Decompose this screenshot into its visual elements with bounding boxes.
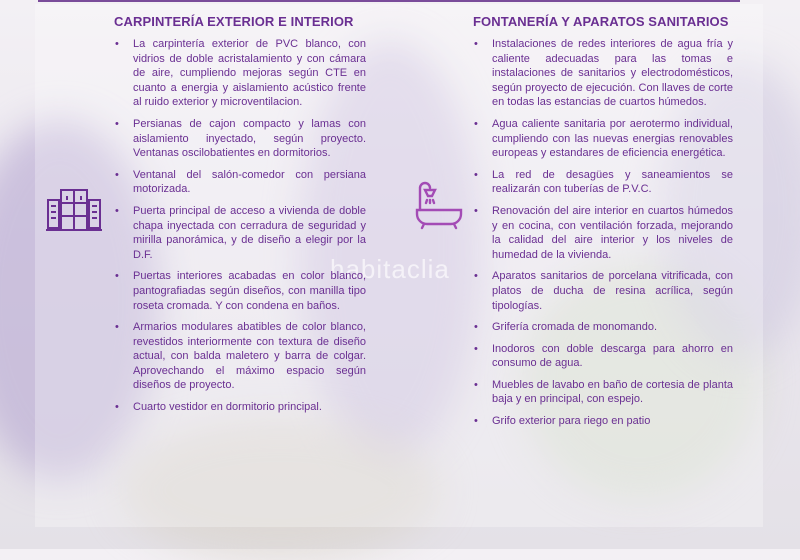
bathtub-shower-icon (414, 180, 464, 230)
list-item: • Grifería cromada de monomando. (473, 320, 733, 335)
list-item: • Cuarto vestidor en dormitorio principal. (114, 400, 366, 415)
carpinteria-list (114, 37, 366, 415)
list-item: • Instalaciones de redes interiores de agua fría y caliente adecuadas para las tomas e instalaciones de sanitarios y electrodomésticos, según proyecto de ejecución. Con llaves de corte en todas las estancias de cuartos húmedos. (473, 37, 733, 110)
top-divider (38, 0, 740, 2)
list-item: • Grifo exterior para riego en patio (473, 414, 733, 429)
list-item: • Armarios modulares abatibles de color blanco, revestidos interiormente con textura de diseño actual, con balda maletero y barra de colgar. Aprovechando el máximo espacio según diseños de proyecto. (114, 320, 366, 393)
list-item: • Ventanal del salón-comedor con persiana motorizada. (114, 168, 366, 197)
list-item: • Agua caliente sanitaria por aerotermo individual, cumpliendo con las nuevas energias renovables europeas y estandares de eficiencia energética. (473, 117, 733, 161)
fontaneria-list (473, 37, 733, 429)
list-item: • Puertas interiores acabadas en color blanco, pantografiadas según diseños, con manilla tipo roseta cromada. Y con condena en baños. (114, 269, 366, 313)
section-title: FONTANERÍA Y APARATOS SANITARIOS (473, 14, 729, 29)
list-item: • Persianas de cajon compacto y lamas con aislamiento inyectado, según proyecto. Ventanas oscilobatientes en dormitorios. (114, 117, 366, 161)
list-item: • Puerta principal de acceso a vivienda de doble chapa inyectada con cerradura de seguridad y mirilla panorámica, y de diseño a elegir por la D.F. (114, 204, 366, 262)
fontaneria-section (473, 14, 733, 436)
list-item: • La carpintería exterior de PVC blanco, con vidrios de doble acristalamiento y con cámara de aire, cumpliendo mejoras según CTE en cuanto a energia y aislamiento acústico frente al ruido exterior y microventilacion. (114, 37, 366, 110)
section-title: CARPINTERÍA EXTERIOR E INTERIOR (114, 14, 354, 29)
list-item: • Inodoros con doble descarga para ahorro en consumo de agua. (473, 342, 733, 371)
list-item: • Aparatos sanitarios de porcelana vitrificada, con platos de ducha de resina acrílica, según tipologías. (473, 269, 733, 313)
watermark: habitaclia (330, 254, 450, 284)
list-item: • Renovación del aire interior en cuartos húmedos y en cocina, con ventilación forzada, mejorando la calidad del aire interior y los niveles de humedad de la vivienda. (473, 204, 733, 262)
window-icon (46, 188, 102, 232)
carpinteria-section (114, 14, 366, 422)
list-item: • Muebles de lavabo en baño de cortesia de planta baja y en principal, con espejo. (473, 378, 733, 407)
list-item: • La red de desagües y saneamientos se realizarán con tuberías de P.V.C. (473, 168, 733, 197)
